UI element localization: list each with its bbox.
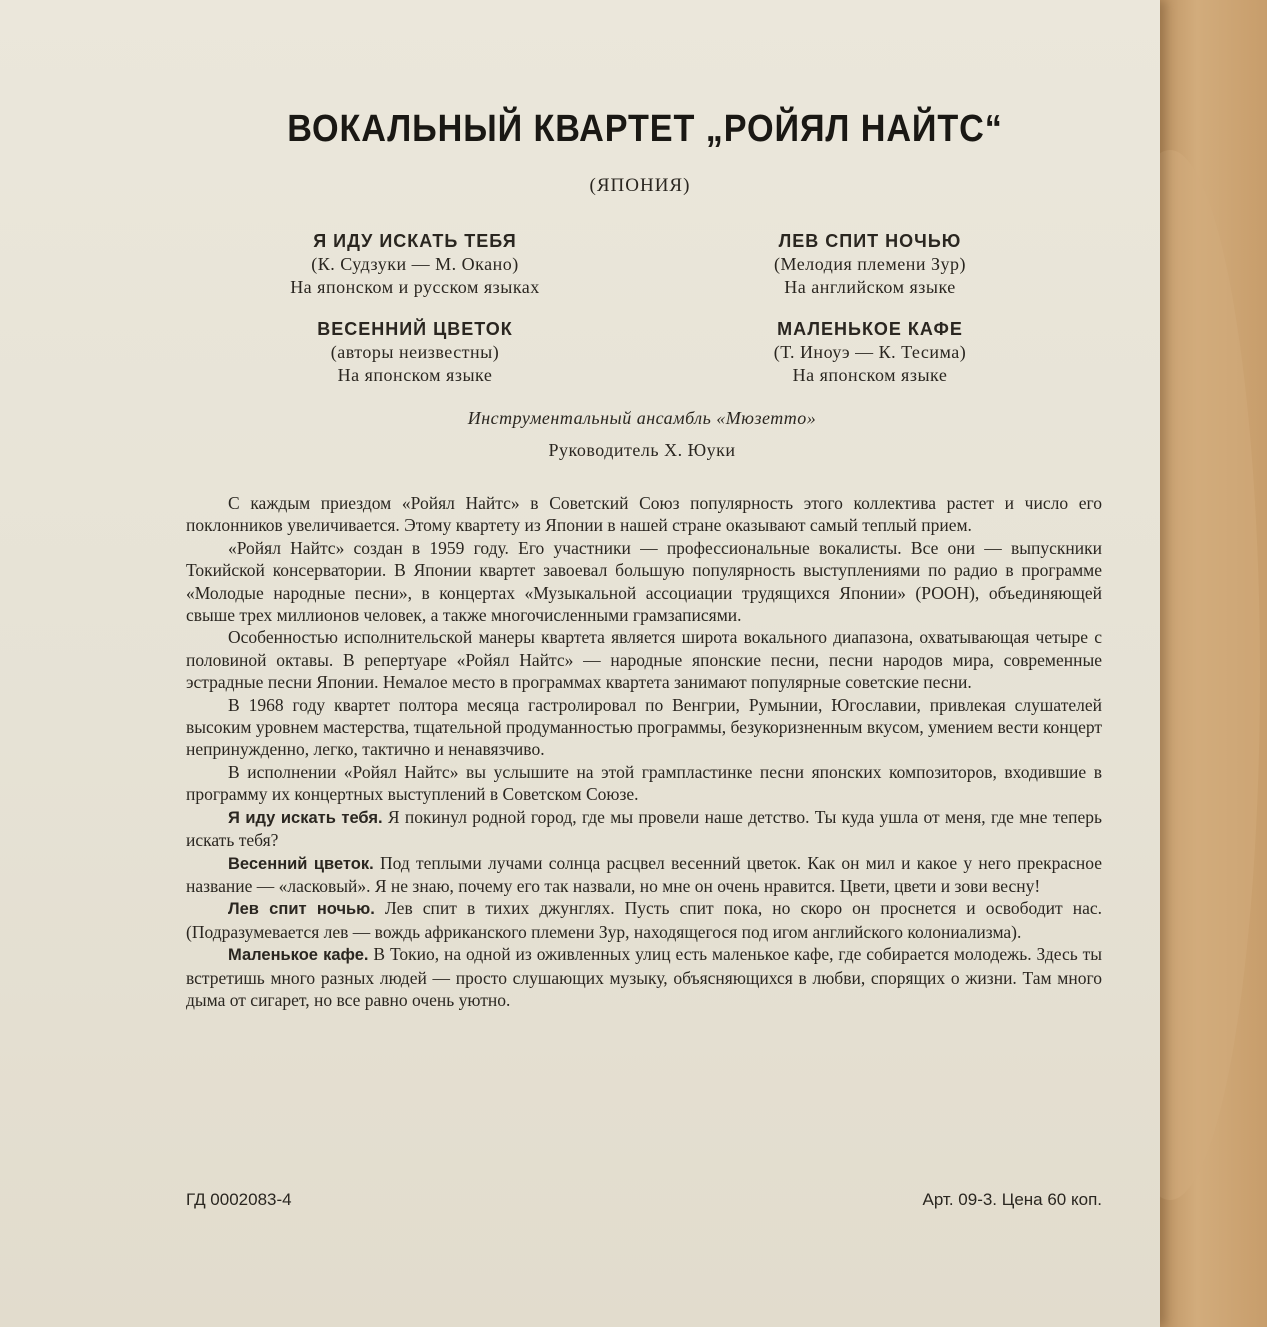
paragraph-text: Особенностью исполнительской манеры квартета является широта вокального диапазона, охватывающая четыре с половиной октавы. В репертуаре «Ройял Найтс» — народные японские песни, песни народов мира, современные эстрадные песни Японии. Немалое место в программах квартета занимают популярные советские песни. (186, 627, 1102, 693)
song-language: На японском и русском языках (290, 277, 540, 297)
song-title: ЛЕВ СПИТ НОЧЬЮ (778, 231, 962, 251)
price-label: Арт. 09-3. Цена 60 коп. (922, 1190, 1102, 1209)
paragraph-text: Я покинул родной город, где мы провели наше детство. Ты куда ушла от меня, где мне теперь искать тебя? (186, 806, 1103, 851)
paragraph (186, 537, 1102, 627)
country-label: (ЯПОНИЯ) (589, 175, 691, 196)
paragraph-text: В 1968 году квартет полтора месяца гастролировал по Венгрии, Румынии, Югославии, привлекая слушателей высоким уровнем мастерства, тщательной продуманностью программы, безукоризненным вкусом, умением вести концерт непринужденно, легко, тактично и ненавязчиво. (186, 694, 1103, 760)
liner-notes (186, 492, 1102, 1011)
song-entry (700, 318, 1040, 387)
song-entry (700, 230, 1040, 299)
song-authors: (Мелодия племени Зур) (773, 254, 967, 274)
song-entry (240, 318, 590, 387)
song-lead: Маленькое кафе. (228, 946, 369, 965)
paragraph (186, 626, 1102, 693)
ensemble-credit: Инструментальный ансамбль «Мюзетто» (467, 408, 817, 428)
leader-credit: Руководитель Х. Юуки (548, 440, 736, 460)
song-language: На японском языке (337, 365, 493, 385)
song-authors: (К. Судзуки — М. Окано) (311, 254, 519, 274)
song-authors: (авторы неизвестны) (330, 342, 500, 362)
song-lead: Весенний цветок. (228, 854, 374, 873)
song-language: На японском языке (792, 365, 948, 385)
song-description (186, 897, 1102, 943)
paragraph-text: Лев спит в тихих джунглях. Пусть спит пока, но скоро он проснется и освободит нас. (Подразумевается лев — вождь африканского племени Зур, находящегося под игом английского колониализма). (186, 898, 1102, 942)
song-title: ВЕСЕННИЙ ЦВЕТОК (317, 319, 513, 339)
song-description (186, 852, 1102, 898)
song-authors: (Т. Иноуэ — К. Тесима) (773, 342, 967, 362)
paragraph-text: В Токио, на одной из оживленных улиц есть маленькое кафе, где собирается молодежь. Здесь ты встретишь много разных людей — просто слушающих музыку, объясняющихся в любви, спорящих о жизни. Там много дыма от сигарет, но все равно очень уютно. (186, 944, 1102, 1010)
song-language: На английском языке (784, 277, 956, 297)
song-title: МАЛЕНЬКОЕ КАФЕ (777, 319, 963, 339)
song-lead: Я иду искать тебя. (228, 808, 383, 827)
album-title: ВОКАЛЬНЫЙ КВАРТЕТ „РОЙЯЛ НАЙТС“ (287, 108, 1003, 150)
paragraph (186, 694, 1102, 761)
song-description (186, 806, 1102, 852)
paragraph-text: Под теплыми лучами солнца расцвел весенний цветок. Как он мил и какое у него прекрасное название — «ласковый». Я не знаю, почему его так назвали, но мне он очень нравится. Цвети, цвети и зови весну! (186, 852, 1102, 896)
paragraph-text: В исполнении «Ройял Найтс» вы услышите на этой грампластинке песни японских композиторов, входившие в программу их концертных выступлений в Советском Союзе. (186, 761, 1102, 805)
paragraph-text: С каждым приездом «Ройял Найтс» в Советский Союз популярность этого коллектива растет и число его поклонников увеличивается. Этому квартету из Японии в нашей стране оказывают самый теплый прием. (186, 493, 1102, 536)
song-description (186, 943, 1102, 1011)
song-title: Я ИДУ ИСКАТЬ ТЕБЯ (313, 231, 517, 251)
paragraph (186, 761, 1102, 806)
paragraph (186, 492, 1102, 537)
song-lead: Лев спит ночью. (228, 900, 375, 919)
song-entry (240, 230, 590, 299)
catalog-number: ГД 0002083-4 (186, 1190, 292, 1209)
paragraph-text: «Ройял Найтс» создан в 1959 году. Его участники — профессиональные вокалисты. Все они — выпускники Токийской консерватории. В Японии квартет завоевал большую популярность выступлениями по радио в программе «Молодые народные песни», в концертах «Музыкальной ассоциации трудящихся Японии» (РООН), объединяющей свыше трех миллионов человек, а также многочисленными грамзаписями. (186, 537, 1102, 626)
